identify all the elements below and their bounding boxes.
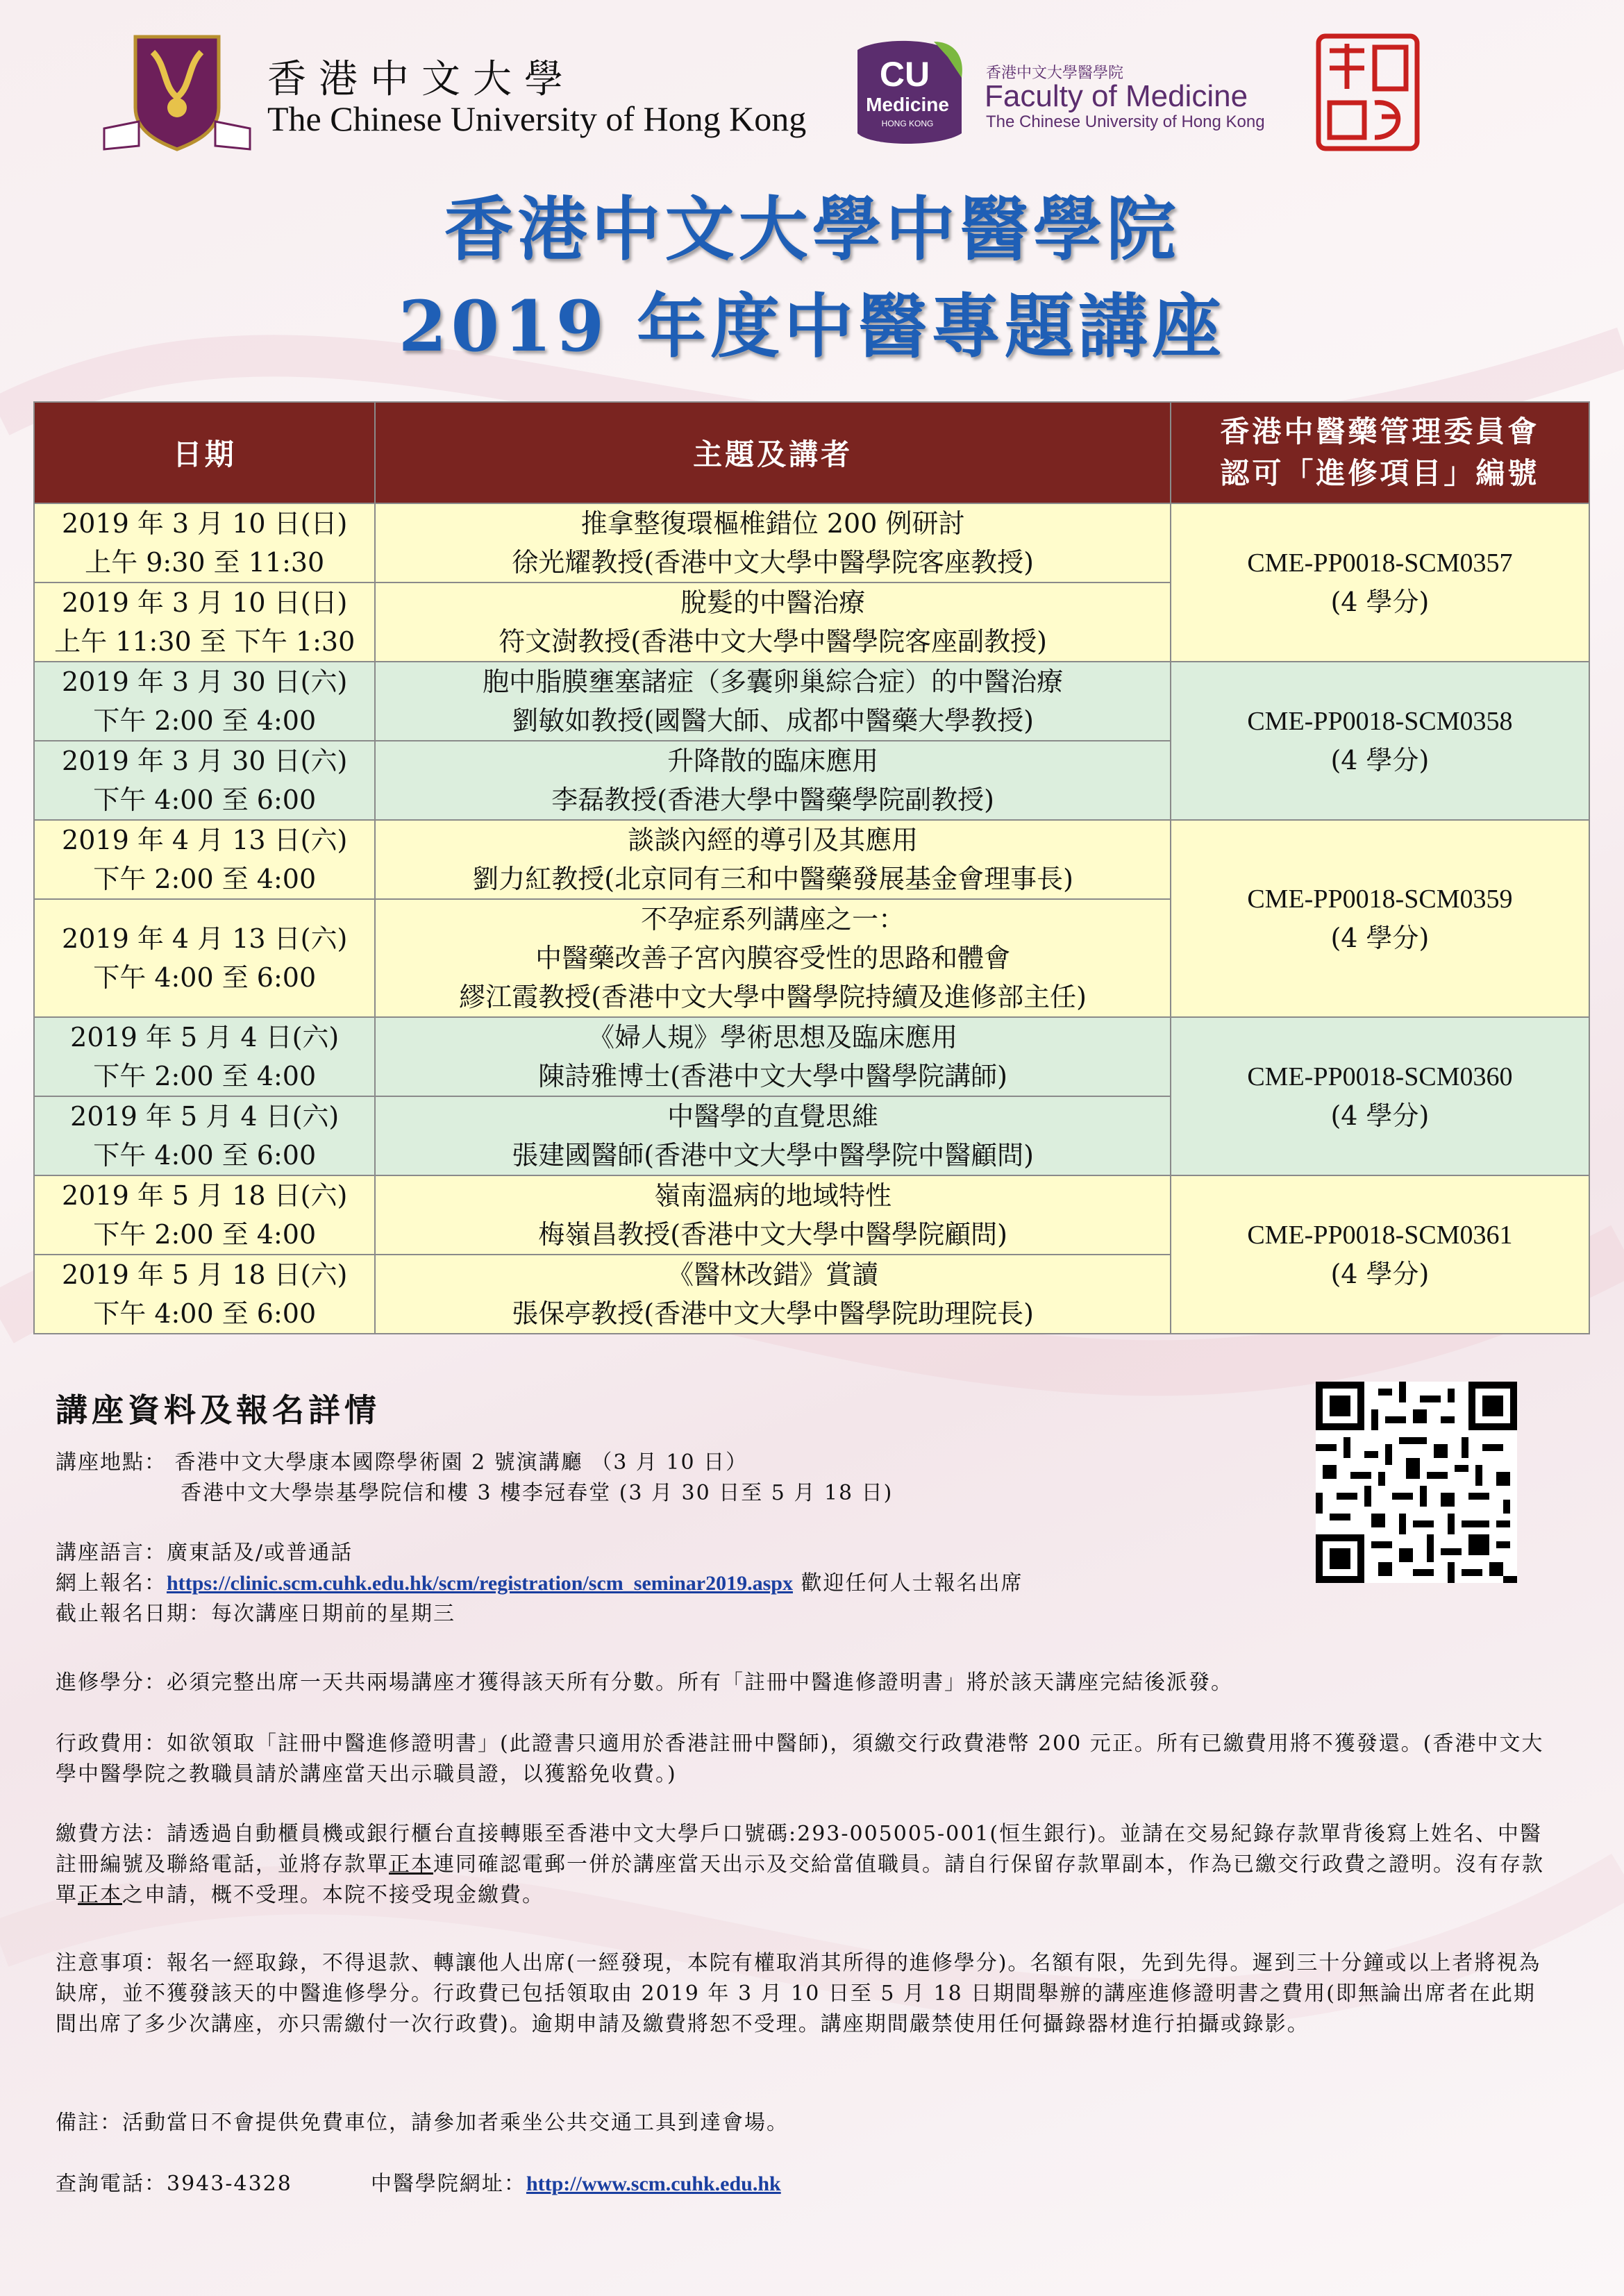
lecture-schedule-table [33, 401, 1590, 1334]
session-topic [375, 899, 1170, 1017]
phone: 查詢電話：3943-4328 [56, 2172, 292, 2196]
header-date: 日期 [34, 402, 375, 503]
admin-fee-note: 行政費用：如欲領取「註冊中醫進修證明書」(此證書只適用於香港註冊中醫師)，須繳交行政費港幣 200 元正。所有已繳費用將不獲發還。(香港中文大學中醫學院之教職員請於講座當天出示職員證，以獲豁免收費。) [56, 1732, 1544, 1786]
header-code [1171, 402, 1589, 503]
cme-code-cell [1171, 1017, 1589, 1175]
cme-code: CME-PP0018-SCM0359 [1247, 885, 1513, 914]
remark: 備註：活動當日不會提供免費車位，請參加者乘坐公共交通工具到達會場。 [56, 2111, 789, 2135]
session-date-text: 2019 年 3 月 30 日(六) [62, 667, 348, 697]
session-topic [375, 1096, 1170, 1175]
session-date [34, 741, 375, 820]
session-time-text: 下午 4:00 至 6:00 [93, 1298, 317, 1329]
session-date-text: 2019 年 3 月 10 日(日) [62, 587, 348, 618]
payment-text-a: 繳費方法：請透過自動櫃員機或銀行櫃台直接轉賬至香港中文大學戶口號碼:293-005005-001(恒生銀行)。並請在交易紀錄存款單背後寫上姓名、中醫註冊編號及聯絡電話，並將存款單 [56, 1822, 1542, 1877]
session-topic-line: 張建國醫師(香港中文大學中醫學院中醫顧問) [512, 1140, 1034, 1171]
table-row [34, 1175, 1589, 1255]
payment-text-c: 之申請，概不受理。本院不接受現金繳費。 [122, 1883, 544, 1907]
table-row [34, 820, 1589, 899]
cme-code: CME-PP0018-SCM0357 [1247, 548, 1513, 578]
med-logo-cu: CU [879, 55, 930, 94]
table-row [34, 503, 1589, 583]
payment-text-b: 連同確認電郵一併於講座當天出示及交給當值職員。請自行保留存款單副本，作為已繳交行政費之證明。沒有存款單 [56, 1852, 1544, 1907]
cme-code-cell [1171, 503, 1589, 662]
session-time-text: 下午 4:00 至 6:00 [93, 1140, 317, 1171]
session-topic-line: 張保亭教授(香港中文大學中醫學院助理院長) [512, 1298, 1034, 1329]
session-date [34, 662, 375, 741]
cme-code-cell [1171, 662, 1589, 820]
faculty-university-name: The Chinese University of Hong Kong [986, 112, 1265, 131]
register-note: 歡迎任何人士報名出席 [792, 1571, 1023, 1595]
session-topic-line: 梅嶺昌教授(香港中文大學中醫學院顧問) [538, 1219, 1007, 1250]
session-topic-line: 嶺南溫病的地域特性 [654, 1180, 892, 1211]
session-topic [375, 503, 1170, 583]
cme-code: CME-PP0018-SCM0361 [1247, 1221, 1513, 1250]
session-date [34, 1096, 375, 1175]
cme-credits: (4 學分) [1330, 1100, 1430, 1131]
session-date-text: 2019 年 5 月 18 日(六) [62, 1180, 348, 1211]
cme-code: CME-PP0018-SCM0358 [1247, 707, 1513, 736]
notes: 注意事項：報名一經取錄，不得退款、轉讓他人出席(一經發現，本院有權取消其所得的進修學分)。名額有限，先到先得。遲到三十分鐘或以上者將視為缺席，並不獲發該天的中醫進修學分。行政費已包括領取由 2019 年 3 月 10 日至 5 月 18 日期間舉辦的講座進修證明書之費用(即無論出席者在此期間出席了多少次講座，亦只需繳付一次行政費)。逾期申請及繳費將恕不受理。講座期間嚴禁使用任何攝錄器材進行拍攝或錄影。 [56, 1951, 1541, 2036]
session-topic [375, 1175, 1170, 1255]
table-row [34, 1017, 1589, 1096]
cuhk-english-name: The Chinese University of Hong Kong [267, 99, 807, 138]
session-date [34, 503, 375, 583]
session-topic-line: 陳詩雅博士(香港中文大學中醫學院講師) [538, 1061, 1007, 1091]
session-date-text: 2019 年 5 月 4 日(六) [70, 1101, 340, 1132]
session-date-text: 2019 年 4 月 13 日(六) [62, 923, 348, 954]
faculty-english-name: Faculty of Medicine [985, 79, 1248, 113]
table-header-row [34, 402, 1589, 503]
table-row [34, 662, 1589, 741]
website-link[interactable]: http://www.scm.cuhk.edu.hk [526, 2172, 781, 2195]
session-date-text: 2019 年 3 月 30 日(六) [62, 746, 348, 776]
session-topic-line: 談談內經的導引及其應用 [628, 825, 919, 855]
session-topic-line: 劉敏如教授(國醫大師、成都中醫藥大學教授) [512, 705, 1034, 736]
contact-line [56, 2169, 1555, 2199]
med-logo-hk: HONG KONG [881, 119, 934, 128]
session-date [34, 899, 375, 1017]
cuhk-crest-icon [97, 31, 257, 156]
venue-2: 香港中文大學崇基學院信和樓 3 樓李冠春堂 (3 月 30 日至 5 月 18 日) [181, 1481, 894, 1505]
session-date [34, 1255, 375, 1334]
header-topic: 主題及講者 [375, 402, 1170, 503]
cme-code-cell [1171, 1175, 1589, 1334]
deadline-line: 截止報名日期：每次講座日期前的星期三 [56, 1602, 455, 1626]
cme-credits: (4 學分) [1330, 587, 1430, 617]
session-time-text: 下午 4:00 至 6:00 [93, 785, 317, 815]
session-date-text: 2019 年 5 月 4 日(六) [70, 1022, 340, 1053]
session-topic-line: 《婦人規》學術思想及臨床應用 [588, 1022, 958, 1053]
session-date-text: 2019 年 3 月 10 日(日) [62, 508, 348, 539]
med-logo-medicine: Medicine [866, 94, 949, 115]
session-topic-line: 中醫藥改善子宮內膜容受性的思路和體會 [535, 943, 1011, 973]
seal-stamp-icon [1316, 33, 1420, 151]
cme-credits: (4 學分) [1330, 1259, 1430, 1289]
session-date [34, 583, 375, 662]
session-topic-line: 李磊教授(香港大學中醫藥學院副教授) [551, 785, 994, 815]
session-time-text: 上午 9:30 至 11:30 [85, 547, 325, 578]
session-time-text: 下午 4:00 至 6:00 [93, 962, 317, 993]
session-time-text: 下午 2:00 至 4:00 [93, 1219, 317, 1250]
register-label: 網上報名： [56, 1571, 167, 1595]
session-date [34, 1175, 375, 1255]
session-topic-line: 升降散的臨床應用 [667, 746, 879, 776]
section-title: 講座資料及報名詳情 [56, 1391, 380, 1429]
language-line: 講座語言：廣東話及/或普通話 [56, 1541, 353, 1565]
header-code-line2: 認可「進修項目」編號 [1220, 456, 1540, 490]
header-code-line1: 香港中醫藥管理委員會 [1220, 414, 1540, 449]
session-topic-line: 胞中脂膜壅塞諸症（多囊卵巢綜合症）的中醫治療 [483, 667, 1064, 697]
session-topic [375, 820, 1170, 899]
session-time-text: 下午 2:00 至 4:00 [93, 1061, 317, 1091]
session-time-text: 下午 2:00 至 4:00 [93, 705, 317, 736]
faculty-chinese-name: 香港中文大學醫學院 [986, 65, 1124, 82]
registration-link[interactable]: https://clinic.scm.cuhk.edu.hk/scm/registration/scm_seminar2019.aspx [167, 1572, 793, 1595]
session-topic-line: 徐光耀教授(香港中文大學中醫學院客座教授) [512, 547, 1034, 578]
website-label: 中醫學院網址： [370, 2172, 526, 2196]
cme-credits: (4 學分) [1330, 745, 1430, 776]
session-topic [375, 662, 1170, 741]
cme-code: CME-PP0018-SCM0360 [1247, 1062, 1513, 1091]
session-topic [375, 1255, 1170, 1334]
payment-original-1: 正本 [389, 1852, 433, 1877]
session-topic-line: 推拿整復環樞椎錯位 200 例研討 [580, 508, 965, 539]
cuhk-chinese-name: 香港中文大學 [267, 57, 576, 102]
cme-code-cell [1171, 820, 1589, 1017]
session-time-text: 上午 11:30 至 下午 1:30 [54, 626, 355, 657]
session-topic [375, 741, 1170, 820]
register-line [56, 1568, 1555, 1599]
session-date [34, 1017, 375, 1096]
session-topic-line: 不孕症系列講座之一： [641, 904, 905, 935]
page-title-line2: 2019 年度中醫專題講座 [398, 285, 1226, 367]
session-topic-line: 《醫林改錯》賞讀 [667, 1259, 879, 1290]
cme-credits: (4 學分) [1330, 923, 1430, 953]
session-topic-line: 中醫學的直覺思維 [667, 1101, 879, 1132]
session-topic [375, 583, 1170, 662]
session-topic [375, 1017, 1170, 1096]
session-topic-line: 劉力紅教授(北京同有三和中醫藥發展基金會理事長) [472, 864, 1073, 894]
venue-block [56, 1448, 1555, 1509]
session-topic-line: 符文澍教授(香港中文大學中醫學院客座副教授) [499, 626, 1047, 657]
page-title-line1: 香港中文大學中醫學院 [444, 188, 1180, 270]
venue-label: 講座地點： [56, 1450, 167, 1475]
session-topic-line: 繆江霞教授(香港中文大學中醫學院持續及進修部主任) [459, 982, 1087, 1012]
session-date-text: 2019 年 4 月 13 日(六) [62, 825, 348, 855]
payment-note [56, 1819, 1555, 1911]
session-date [34, 820, 375, 899]
cu-medicine-logo-icon [851, 36, 969, 147]
venue-1: 香港中文大學康本國際學術園 2 號演講廳 （3 月 10 日） [174, 1450, 748, 1475]
session-time-text: 下午 2:00 至 4:00 [93, 864, 317, 894]
credits-note: 進修學分：必須完整出席一天共兩場講座才獲得該天所有分數。所有「註冊中醫進修證明書」將於該天講座完結後派發。 [56, 1670, 1233, 1695]
payment-original-2: 正本 [78, 1883, 122, 1907]
session-date-text: 2019 年 5 月 18 日(六) [62, 1259, 348, 1290]
session-topic-line: 脫髮的中醫治療 [680, 587, 866, 618]
